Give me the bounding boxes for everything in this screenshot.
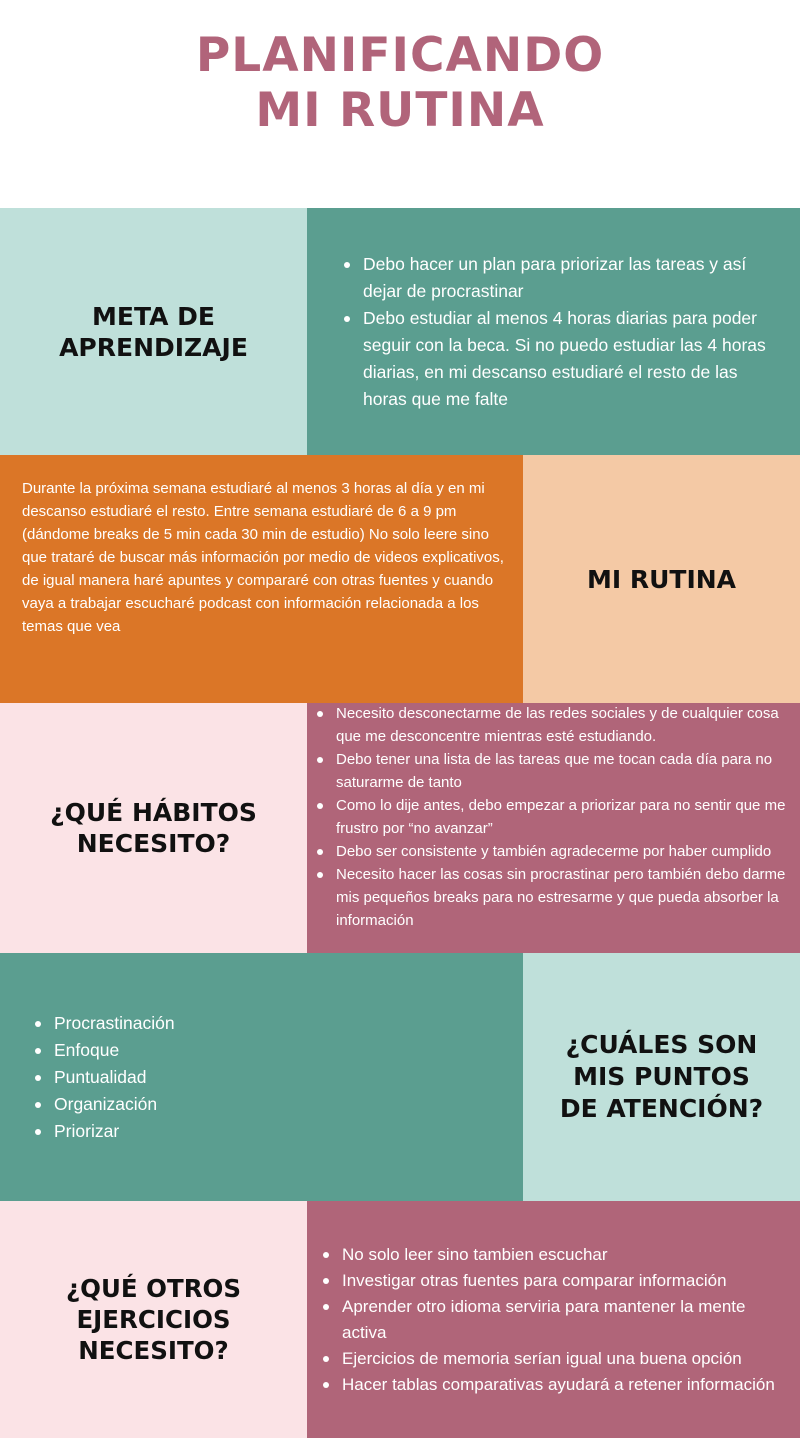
habitos-list (315, 702, 794, 932)
ejercicios-list (321, 1242, 786, 1398)
list-item: Priorizar (33, 1118, 175, 1145)
atencion-list (33, 1010, 175, 1145)
list-item: Debo ser consistente y también agradecerme por haber cumplido (315, 840, 794, 863)
habitos-heading-panel (0, 703, 307, 953)
list-item: Debo tener una lista de las tareas que me tocan cada día para no saturarme de tanto (315, 748, 794, 794)
atencion-heading-line-1: ¿CUÁLES SON (565, 1030, 758, 1059)
atencion-content-panel (0, 953, 523, 1201)
meta-heading-panel (0, 208, 307, 455)
list-item: No solo leer sino tambien escuchar (321, 1242, 786, 1268)
meta-list (342, 251, 770, 413)
rutina-text: Durante la próxima semana estudiaré al menos 3 horas al día y en mi descanso estudiaré el resto. Entre semana estudiaré de 6 a 9 pm (dándome breaks de 5 min cada 30 min de estudio) No solo leere sino que trataré de buscar más información por medio de videos explicativos, de igual manera haré apuntes y compararé con otras fuentes y cuando vaya a trabajar escucharé podcast con información relacionada a los temas que vea (22, 480, 504, 635)
title-line-2: MI RUTINA (255, 83, 545, 138)
meta-heading-line-1: META DE (92, 301, 215, 331)
list-item: Enfoque (33, 1037, 175, 1064)
atencion-heading-line-3: DE ATENCIÓN? (559, 1094, 764, 1123)
ejercicios-heading (0, 1273, 307, 1366)
list-item: Procrastinación (33, 1010, 175, 1037)
list-item: Como lo dije antes, debo empezar a priorizar para no sentir que me frustro por “no avanzar” (315, 794, 794, 840)
atencion-heading (560, 1029, 763, 1125)
list-item: Ejercicios de memoria serían igual una buena opción (321, 1346, 786, 1372)
atencion-heading-line-2: MIS PUNTOS (573, 1062, 750, 1091)
habitos-heading (50, 797, 257, 859)
list-item: Debo hacer un plan para priorizar las tareas y así dejar de procrastinar (342, 251, 770, 305)
ejercicios-heading-line-2: EJERCICIOS NECESITO? (76, 1305, 231, 1365)
meta-heading (59, 301, 248, 363)
atencion-heading-panel (523, 953, 800, 1201)
ejercicios-heading-panel (0, 1201, 307, 1438)
ejercicios-content-panel (307, 1201, 800, 1438)
rutina-heading-panel (523, 455, 800, 703)
list-item: Aprender otro idioma serviria para mantener la mente activa (321, 1294, 786, 1346)
habitos-content-panel (307, 703, 800, 953)
page-title (0, 28, 800, 138)
habitos-heading-line-1: ¿QUÉ HÁBITOS (50, 798, 257, 827)
habitos-heading-line-2: NECESITO? (76, 829, 231, 858)
list-item: Debo estudiar al menos 4 horas diarias para poder seguir con la beca. Si no puedo estudiar las 4 horas diarias, en mi descanso estudiaré el resto de las horas que me falte (342, 305, 770, 413)
rutina-content-panel (0, 455, 523, 703)
title-line-1: PLANIFICANDO (195, 28, 605, 83)
ejercicios-heading-line-1: ¿QUÉ OTROS (65, 1274, 242, 1303)
list-item: Puntualidad (33, 1064, 175, 1091)
list-item: Necesito hacer las cosas sin procrastinar pero también debo darme mis pequeños breaks para no estresarme y que pueda absorber la información (315, 863, 794, 932)
list-item: Organización (33, 1091, 175, 1118)
rutina-heading: MI RUTINA (586, 564, 737, 594)
meta-content-panel (307, 208, 800, 455)
list-item: Investigar otras fuentes para comparar información (321, 1268, 786, 1294)
list-item: Hacer tablas comparativas ayudará a retener información (321, 1372, 786, 1398)
meta-heading-line-2: APRENDIZAJE (59, 332, 248, 362)
list-item: Necesito desconectarme de las redes sociales y de cualquier cosa que me desconcentre mientras esté estudiando. (315, 702, 794, 748)
